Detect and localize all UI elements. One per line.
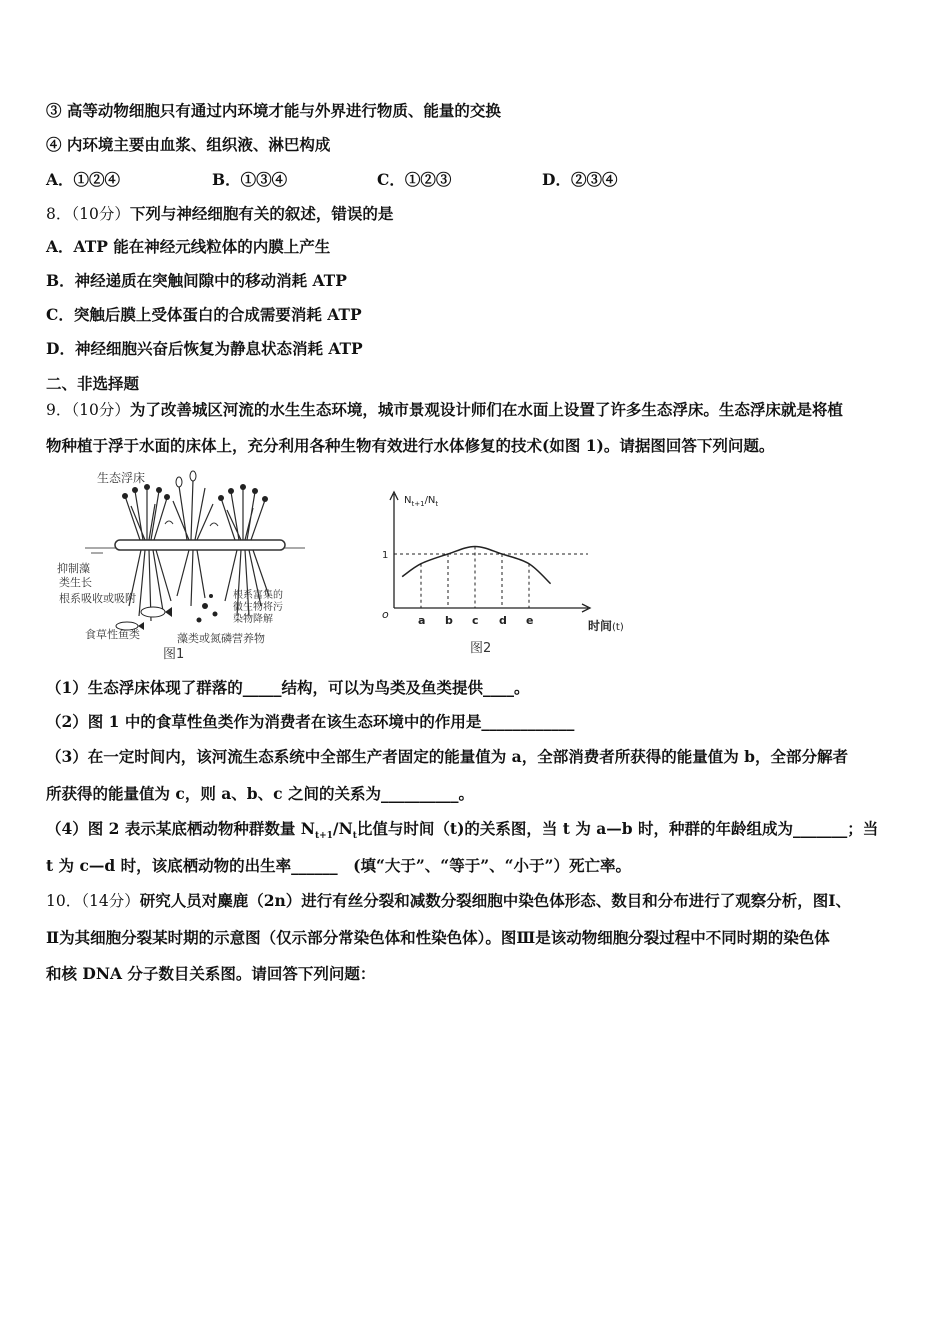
q8-option-b: B．神经递质在突触间隙中的移动消耗 ATP bbox=[46, 271, 347, 290]
fig2-x-tick-d: d bbox=[499, 614, 507, 627]
q9-sub4-line1: （4）图 2 表示某底栖动物种群数量 $N_{t+1}/N_t$比值与时间（t)的关系图，当 t 为 a—b 时，种群的年龄组成为_______；当 bbox=[46, 819, 879, 842]
algae-icon bbox=[197, 594, 218, 623]
fig1-inhibit-label-1: 抑制藻 bbox=[57, 562, 90, 575]
fig1-title: 生态浮床 bbox=[97, 471, 146, 485]
q9-sub1: （1）生态浮床体现了群落的_____结构，可以为鸟类及鱼类提供____。 bbox=[46, 678, 530, 697]
q8-option-c: C．突触后膜上受体蛋白的合成需要消耗 ATP bbox=[46, 305, 362, 324]
q9-number: 9．（10分） bbox=[46, 401, 130, 419]
q10-stem-text: 研究人员对麋鹿（2n）进行有丝分裂和减数分裂细胞中染色体形态、数目和分布进行了观察分析，图Ⅰ、 bbox=[139, 891, 852, 910]
q9-sub3-line2: 所获得的能量值为 c，则 a、b、c 之间的关系为__________。 bbox=[46, 784, 474, 803]
fig2-ylabel: $N_{t+1}/N_t$ bbox=[404, 495, 439, 508]
q7-option-d: D．②③④ bbox=[542, 170, 618, 189]
fig2-caption: 图2 bbox=[470, 641, 492, 656]
figure-2 bbox=[378, 486, 658, 658]
figure-1 bbox=[55, 466, 315, 664]
q10-stem-2: Ⅱ为其细胞分裂某时期的示意图（仅示部分常染色体和性染色体）。图Ⅲ是该动物细胞分裂过程中不同时期的染色体 bbox=[46, 928, 830, 947]
fig1-root-label: 根系吸收或吸附 bbox=[59, 592, 136, 605]
fig2-x-tick-a: a bbox=[418, 614, 426, 627]
float-bed bbox=[115, 540, 285, 550]
q7-option-c: C．①②③ bbox=[377, 170, 452, 189]
q10-number: 10．（14分） bbox=[46, 892, 140, 910]
q8-number: 8．（10分） bbox=[46, 205, 130, 223]
fig1-caption: 图1 bbox=[163, 647, 185, 662]
fig1-micro-label-2: 微生物将污 bbox=[233, 602, 283, 613]
fig1-micro-label-3: 染物降解 bbox=[233, 614, 273, 625]
q7-option-b: B．①③④ bbox=[212, 170, 288, 189]
q10-stem-1 bbox=[46, 890, 851, 912]
fig1-algae-label: 藻类或氮磷营养物 bbox=[177, 632, 265, 645]
q8-option-a: A．ATP 能在神经元线粒体的内膜上产生 bbox=[46, 237, 331, 256]
fig2-curve bbox=[402, 546, 550, 583]
fig1-micro-label-1: 根系富集的 bbox=[233, 590, 283, 601]
fish-icon bbox=[116, 607, 172, 630]
q8-stem-text: 下列与神经细胞有关的叙述，错误的是 bbox=[129, 204, 394, 223]
q8-option-d: D．神经细胞兴奋后恢复为静息状态消耗 ATP bbox=[46, 339, 363, 358]
fig2-x-tick-c: c bbox=[472, 614, 479, 627]
fig2-x-tick-b: b bbox=[445, 614, 453, 627]
fig2-x-tick-e: e bbox=[526, 614, 534, 627]
q9-sub2: （2）图 1 中的食草性鱼类作为消费者在该生态环境中的作用是____________ bbox=[46, 712, 575, 731]
fig1-fish-label: 食草性鱼类 bbox=[85, 628, 140, 641]
q10-stem-3: 和核 DNA 分子数目关系图。请回答下列问题： bbox=[46, 964, 376, 983]
fig2-y-tick: 1 bbox=[382, 550, 389, 561]
q8-stem bbox=[46, 203, 393, 225]
q9-sub3-line1: （3）在一定时间内，该河流生态系统中全部生产者固定的能量值为 a，全部消费者所获得的能量值为 b，全部分解者 bbox=[46, 747, 848, 766]
section-heading: 二、非选择题 bbox=[46, 374, 140, 393]
q7-item4: ④ 内环境主要由血浆、组织液、淋巴构成 bbox=[46, 135, 331, 154]
fig1-inhibit-label-2: 类生长 bbox=[59, 576, 92, 589]
q7-item3: ③ 高等动物细胞只有通过内环境才能与外界进行物质、能量的交换 bbox=[46, 101, 501, 120]
q9-sub4-line2: t 为 c—d 时，该底栖动物的出生率______ (填“大于”、“等于”、“小于”）死亡率。 bbox=[46, 856, 631, 875]
fig2-xlabel: 时间(t) bbox=[588, 619, 624, 633]
q9-stem-text: 为了改善城区河流的水生生态环境，城市景观设计师们在水面上设置了许多生态浮床。生态浮床就是将植 bbox=[129, 400, 843, 419]
q7-option-a: A．①②④ bbox=[46, 170, 121, 189]
q9-stem-1 bbox=[46, 399, 843, 421]
fig2-origin: o bbox=[382, 608, 389, 621]
fig2-drop-lines bbox=[421, 546, 529, 608]
q9-stem-2: 物种植于浮于水面的床体上，充分利用各种生物有效进行水体修复的技术(如图 1)。请据图回答下列问题。 bbox=[46, 436, 775, 455]
